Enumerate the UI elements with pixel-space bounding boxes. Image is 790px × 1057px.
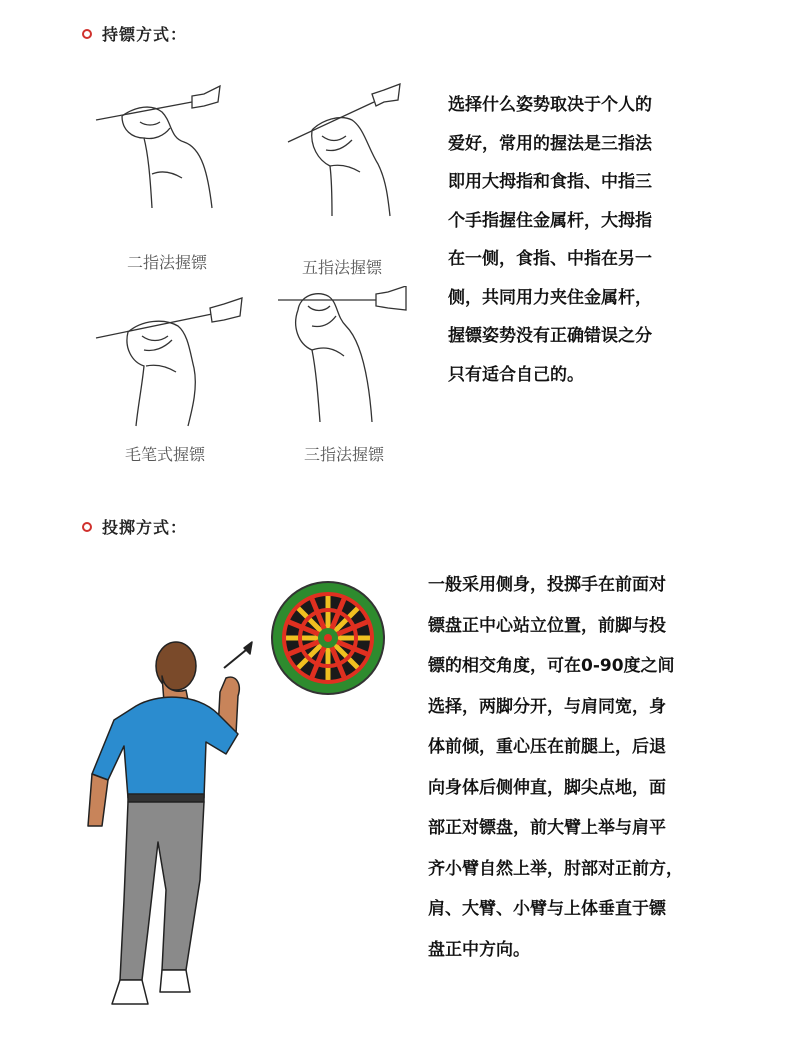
throw-text-line: 镖的相交角度，可在0-90度之间 — [428, 656, 675, 676]
throw-description — [428, 565, 683, 970]
throw-text-line: 镖盘正中心站立位置，前脚与投 — [428, 615, 666, 636]
two-finger-grip-illustration — [92, 78, 242, 218]
grip-text-line: 只有适合自己的。 — [448, 364, 584, 385]
grip-text-line: 握镖姿势没有正确错误之分 — [448, 326, 652, 346]
grip-section-header — [82, 22, 187, 45]
grip-text-line: 个手指握住金属杆，大拇指 — [448, 210, 652, 231]
throw-text-line: 一般采用侧身，投掷手在前面对 — [428, 575, 666, 595]
grip-text-line: 爱好，常用的握法是三指法 — [448, 133, 652, 154]
throw-text-line: 盘正中方向。 — [428, 939, 530, 960]
throw-text-line: 部正对镖盘，前大臂上举与肩平 — [428, 818, 666, 838]
caption-five-finger: 五指法握镖 — [302, 258, 383, 277]
caption-two-finger: 二指法握镖 — [127, 253, 208, 272]
caption-pen-style: 毛笔式握镖 — [125, 445, 206, 464]
throw-section-header — [82, 515, 187, 538]
throw-text-line: 向身体后侧伸直，脚尖点地，面 — [428, 777, 666, 798]
grip-section-title: 持镖方式： — [102, 25, 188, 44]
grip-description — [448, 86, 652, 394]
grip-text-line: 即用大拇指和食指、中指三 — [448, 172, 652, 192]
dart-thrower-illustration — [78, 630, 258, 1020]
dartboard-illustration — [270, 580, 386, 696]
five-finger-grip-illustration — [282, 80, 412, 220]
throw-section-title: 投掷方式： — [102, 518, 188, 537]
throw-text-line: 肩、大臂、小臂与上体垂直于镖 — [428, 899, 666, 919]
caption-three-finger: 三指法握镖 — [304, 445, 385, 464]
grip-text-line: 侧，共同用力夹住金属杆， — [448, 287, 652, 308]
throw-text-line: 体前倾，重心压在前腿上，后退 — [428, 737, 666, 757]
bullet-icon — [82, 522, 92, 532]
grip-text-line: 选择什么姿势取决于个人的 — [448, 95, 652, 115]
bullet-icon — [82, 29, 92, 39]
grip-text-line: 在一侧，食指、中指在另一 — [448, 249, 652, 269]
throw-text-line: 选择，两脚分开，与肩同宽，身 — [428, 696, 666, 717]
throw-text-line: 齐小臂自然上举，肘部对正前方， — [428, 858, 683, 879]
three-finger-grip-illustration — [272, 286, 412, 426]
pen-style-grip-illustration — [92, 292, 252, 432]
